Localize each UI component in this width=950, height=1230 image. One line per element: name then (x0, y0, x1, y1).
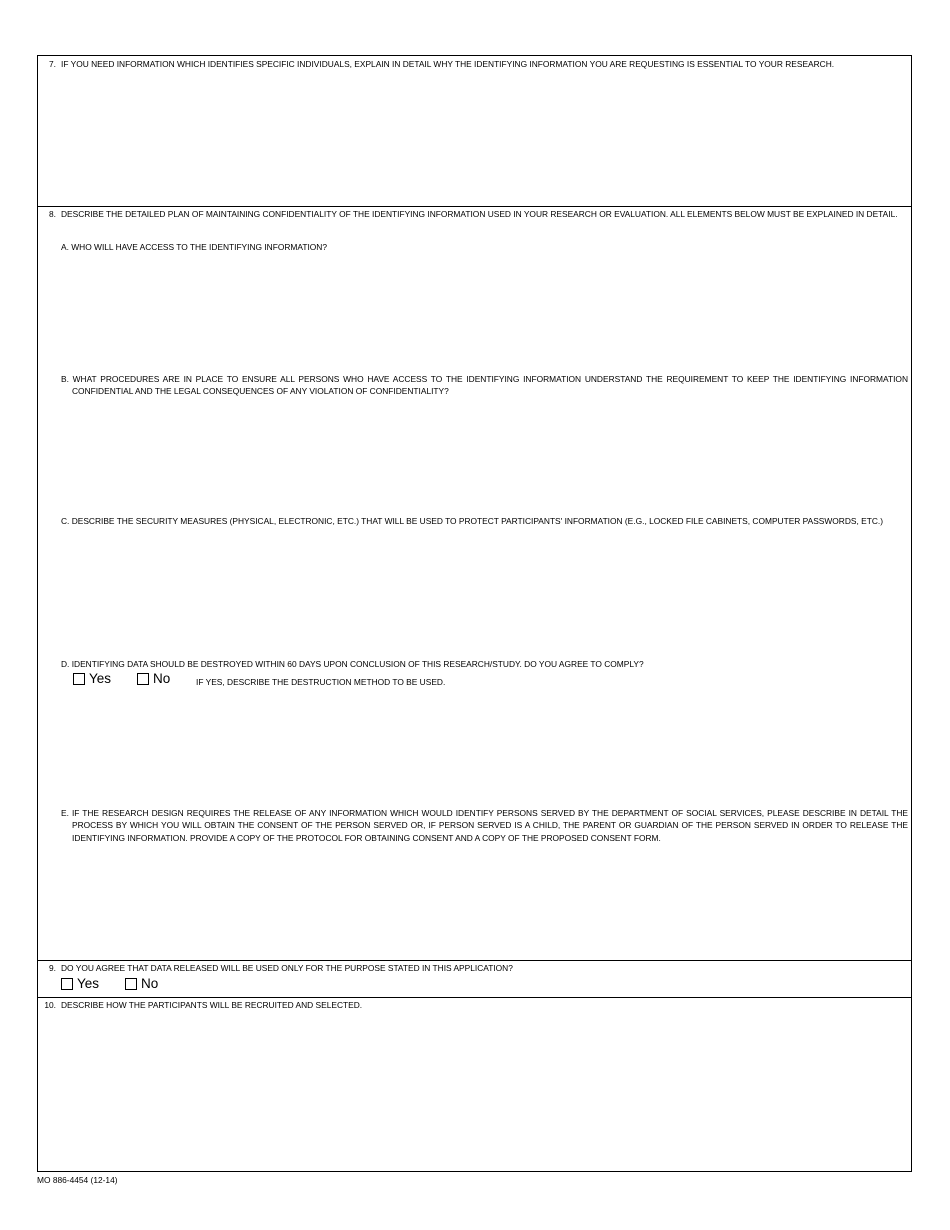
yes-label: Yes (89, 671, 112, 686)
no-label: No (141, 976, 159, 991)
question-8d-no-checkbox[interactable] (137, 671, 170, 686)
question-9-text: DO YOU AGREE THAT DATA RELEASED WILL BE USED ONLY FOR THE PURPOSE STATED IN THIS APPLICATION? (61, 963, 513, 973)
question-9-number: 9. (49, 963, 56, 973)
yes-label: Yes (77, 976, 100, 991)
checkbox-box[interactable] (137, 673, 149, 685)
question-8-number: 8. (49, 209, 56, 219)
question-8d-note: IF YES, DESCRIBE THE DESTRUCTION METHOD TO BE USED. (196, 677, 446, 687)
question-9-yes-checkbox[interactable] (61, 976, 99, 991)
checkbox-box[interactable] (73, 673, 85, 685)
question-8e-answer-area[interactable] (61, 847, 908, 955)
no-label: No (153, 671, 171, 686)
question-8e-text: E. IF THE RESEARCH DESIGN REQUIRES THE RELEASE OF ANY INFORMATION WHICH WOULD IDENTIFY PERSONS SERVED BY THE DEPARTMENT OF SOCIAL SERVICES, PLEASE DESCRIBE IN DETAIL THE PROCESS BY WHICH YOU WILL OBTAIN THE CONSENT OF THE PERSON SERVED OR, IF PERSON SERVED IS A CHILD, THE PARENT OR GUARDIAN OF THE PERSON SERVED IN ORDER TO RELEASE THE IDENTIFYING INFORMATION. PROVIDE A COPY OF THE PROTOCOL FOR OBTAINING CONSENT AND A COPY OF THE PROPOSED CONSENT FORM. (61, 808, 908, 843)
question-8c-text: C. DESCRIBE THE SECURITY MEASURES (PHYSICAL, ELECTRONIC, ETC.) THAT WILL BE USED TO PROTECT PARTICIPANTS' INFORMATION (E.G., LOCKED FILE CABINETS, COMPUTER PASSWORDS, ETC.) (61, 516, 884, 526)
question-8b-answer-area[interactable] (61, 401, 908, 509)
question-7-number: 7. (49, 59, 56, 69)
question-8d-answer-area[interactable] (61, 693, 908, 799)
question-8b-text: B. WHAT PROCEDURES ARE IN PLACE TO ENSURE ALL PERSONS WHO HAVE ACCESS TO THE IDENTIFYING INFORMATION UNDERSTAND THE REQUIREMENT TO KEEP THE IDENTIFYING INFORMATION CONFIDENTIAL AND THE LEGAL CONSEQUENCES OF ANY VIOLATION OF CONFIDENTIALITY? (61, 374, 908, 397)
question-10-number: 10. (44, 1000, 56, 1010)
question-7-section (38, 56, 911, 206)
question-10-text: DESCRIBE HOW THE PARTICIPANTS WILL BE RECRUITED AND SELECTED. (61, 1000, 363, 1010)
question-8d-yes-checkbox[interactable] (73, 671, 111, 686)
question-8d-text: D. IDENTIFYING DATA SHOULD BE DESTROYED WITHIN 60 DAYS UPON CONCLUSION OF THIS RESEARCH/STUDY. DO YOU AGREE TO COMPLY? (61, 659, 644, 669)
question-7-answer-area[interactable] (61, 74, 907, 202)
question-8a-answer-area[interactable] (61, 257, 908, 367)
question-8-text: DESCRIBE THE DETAILED PLAN OF MAINTAINING CONFIDENTIALITY OF THE IDENTIFYING INFORMATION USED IN YOUR RESEARCH OR EVALUATION. ALL ELEMENTS BELOW MUST BE EXPLAINED IN DETAIL. (61, 209, 898, 219)
question-10-section (38, 997, 911, 1171)
question-7-text: IF YOU NEED INFORMATION WHICH IDENTIFIES SPECIFIC INDIVIDUALS, EXPLAIN IN DETAIL WHY THE IDENTIFYING INFORMATION YOU ARE REQUESTING IS ESSENTIAL TO YOUR RESEARCH. (61, 59, 835, 69)
question-8a-text: A. WHO WILL HAVE ACCESS TO THE IDENTIFYING INFORMATION? (61, 242, 328, 252)
question-8-section (38, 206, 911, 960)
form-id: MO 886-4454 (12-14) (37, 1175, 118, 1185)
application-form (37, 55, 912, 1172)
question-9-section (38, 960, 911, 997)
question-10-answer-area[interactable] (61, 1015, 908, 1167)
question-9-no-checkbox[interactable] (125, 976, 158, 991)
checkbox-box[interactable] (61, 978, 73, 990)
checkbox-box[interactable] (125, 978, 137, 990)
question-8c-answer-area[interactable] (61, 543, 908, 651)
